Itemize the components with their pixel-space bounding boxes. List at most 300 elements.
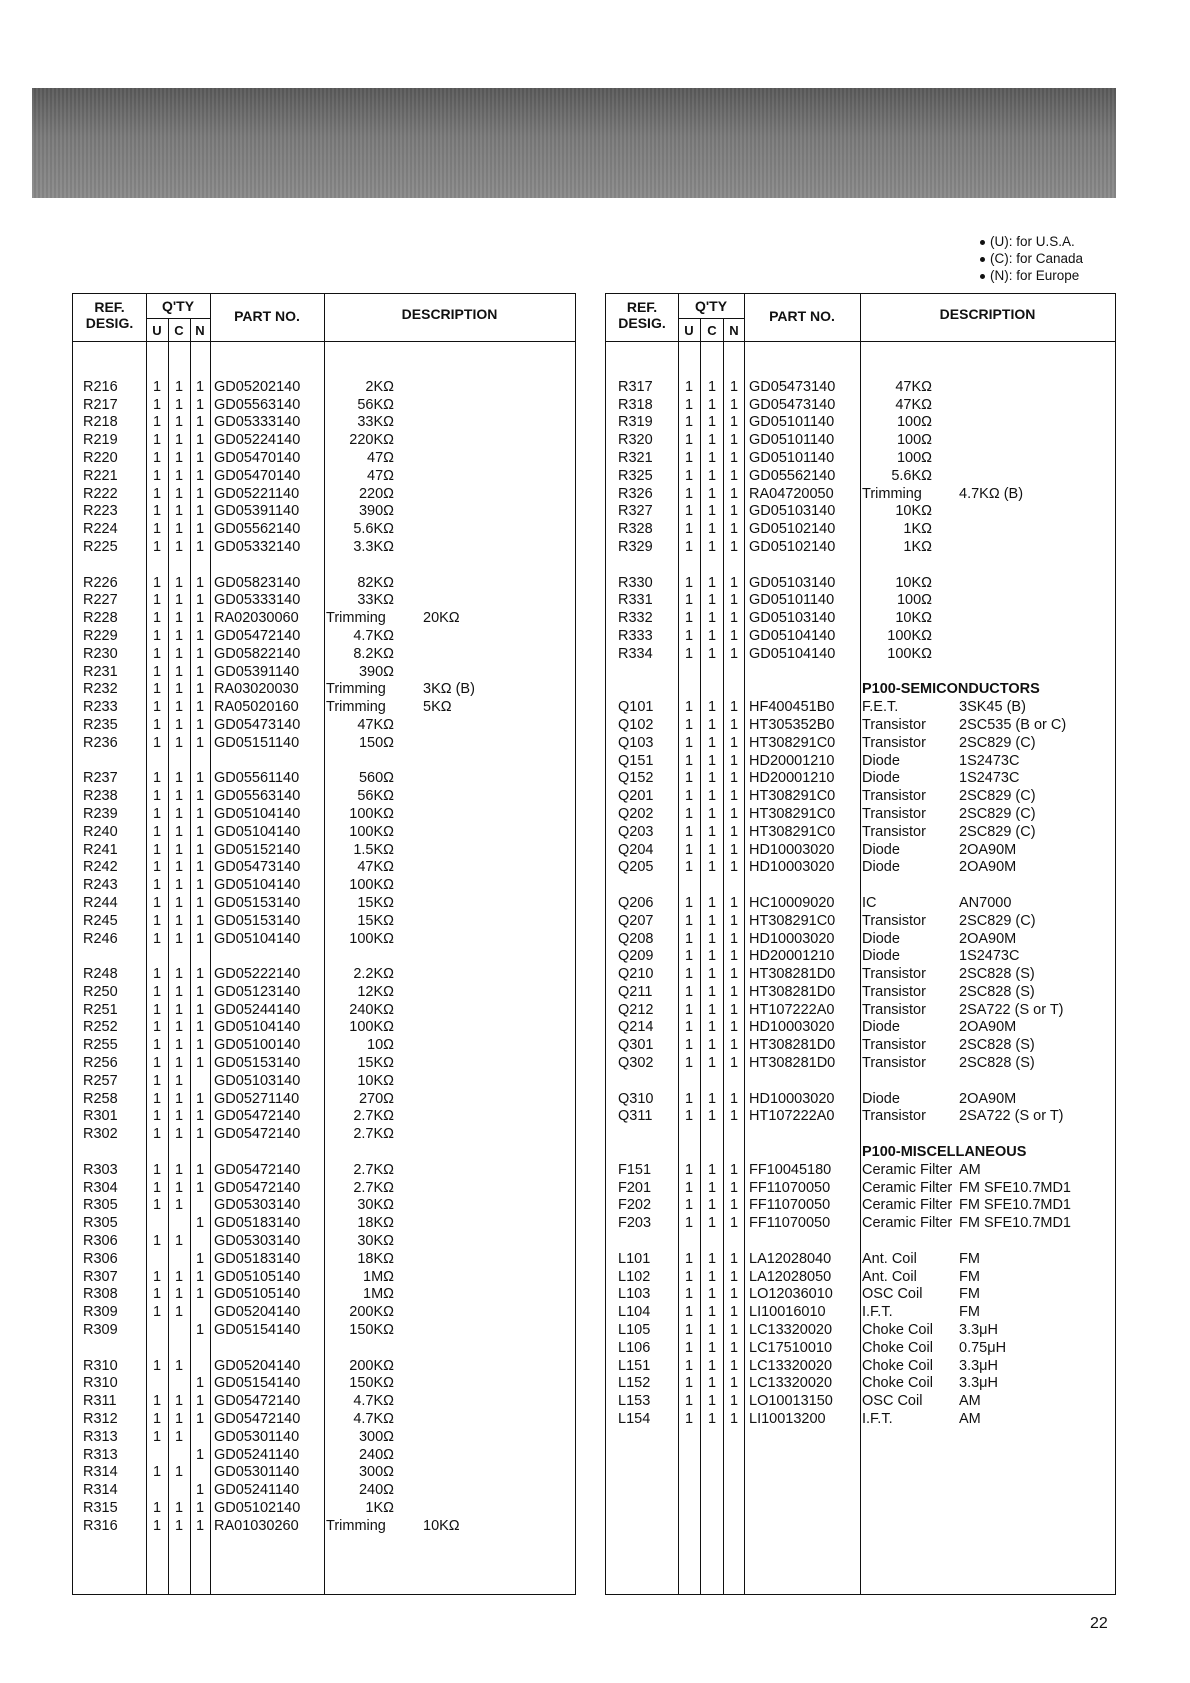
part-number: GD05472140: [214, 1411, 301, 1428]
qty-n: 1: [729, 752, 739, 769]
part-number: RA02030060: [214, 610, 299, 627]
table-row: [73, 1019, 575, 1037]
section-title: P100-SEMICONDUCTORS: [862, 681, 1040, 698]
component-value: 2.2KΩ: [353, 966, 394, 983]
ref-designator: R313: [83, 1446, 118, 1463]
table-row: [606, 468, 1115, 486]
qty-n: 1: [195, 663, 205, 680]
qty-n: 1: [195, 877, 205, 894]
qty-u: 1: [152, 859, 162, 876]
component-value: 100Ω: [896, 449, 932, 466]
component-value: 300Ω: [358, 1428, 394, 1445]
table-row: [606, 895, 1115, 913]
component-description: Transistor: [862, 1037, 926, 1054]
qty-c: 1: [174, 538, 184, 555]
part-number: HT308291C0: [749, 734, 836, 751]
part-number: GD05822140: [214, 645, 301, 662]
qty-u: 1: [152, 770, 162, 787]
qty-c: 1: [174, 770, 184, 787]
qty-n: 1: [729, 449, 739, 466]
qty-n: 1: [729, 716, 739, 733]
table-row: [73, 503, 575, 521]
qty-n: 1: [729, 1250, 739, 1267]
qty-u: 1: [152, 378, 162, 395]
component-value: 200KΩ: [349, 1357, 394, 1374]
qty-c: 1: [707, 1322, 717, 1339]
spacer-row: [73, 557, 575, 575]
table-row: [606, 788, 1115, 806]
qty-n: 1: [729, 912, 739, 929]
qty-n: 1: [195, 1411, 205, 1428]
ref-designator: R310: [83, 1375, 118, 1392]
table-row: [606, 984, 1115, 1002]
component-value: 1.5KΩ: [353, 841, 394, 858]
qty-n: 1: [729, 983, 739, 1000]
page-number: 22: [1090, 1615, 1108, 1632]
ref-designator: R258: [83, 1090, 118, 1107]
qty-c: 1: [707, 503, 717, 520]
ref-header: REF. DESIG.: [85, 299, 134, 331]
spacer-row: [606, 557, 1115, 575]
ref-designator: R252: [83, 1019, 118, 1036]
ref-designator: R256: [83, 1055, 118, 1072]
qty-n-header: N: [195, 323, 205, 338]
qty-n: 1: [195, 823, 205, 840]
ref-designator: R320: [618, 432, 653, 449]
qty-u: 1: [684, 449, 694, 466]
qty-u: 1: [684, 1393, 694, 1410]
ref-designator: L102: [618, 1268, 651, 1285]
part-number: GD05241140: [214, 1446, 300, 1463]
part-number: GD05101140: [749, 414, 835, 431]
part-number: FF11070050: [749, 1215, 831, 1232]
component-description: Ceramic Filter: [862, 1215, 953, 1232]
qty-u: 1: [684, 1019, 694, 1036]
part-number: GD05473140: [214, 859, 301, 876]
ref-designator: L106: [618, 1339, 651, 1356]
part-number: GD05105140: [214, 1268, 301, 1285]
part-number: GD05303140: [214, 1197, 301, 1214]
part-number: GD05104140: [214, 877, 301, 894]
component-description: Diode: [862, 948, 900, 965]
component-value: 2.7KΩ: [353, 1179, 394, 1196]
part-number: GD05101140: [749, 592, 835, 609]
qty-c: 1: [174, 1500, 184, 1516]
ref-designator: R238: [83, 788, 118, 805]
component-value: 8.2KΩ: [353, 645, 394, 662]
qty-c: 1: [707, 966, 717, 983]
qty-n: 1: [729, 1268, 739, 1285]
qty-c: 1: [707, 1393, 717, 1410]
part-number: HC10009020: [749, 894, 835, 911]
component-value: 10Ω: [367, 1037, 394, 1054]
ref-designator: Q209: [618, 948, 654, 965]
qty-u: 1: [152, 1001, 162, 1018]
part-number: GD05103140: [749, 574, 836, 591]
qty-c: 1: [707, 1108, 717, 1125]
part-number: HD20001210: [749, 770, 835, 787]
table-body-right: [606, 361, 1115, 1429]
qty-u: 1: [152, 467, 162, 484]
part-number: HD10003020: [749, 859, 835, 876]
qty-n: 1: [729, 592, 739, 609]
qty-c: 1: [174, 788, 184, 805]
part-number: GD05102140: [749, 521, 836, 538]
component-value: 33KΩ: [357, 592, 394, 609]
qty-c: 1: [174, 521, 184, 538]
qty-u: 1: [684, 805, 694, 822]
table-row: [606, 1108, 1115, 1126]
qty-c: 1: [174, 716, 184, 733]
part-number: HT308281D0: [749, 1037, 836, 1054]
qty-u: 1: [152, 966, 162, 983]
qty-u: 1: [152, 610, 162, 627]
table-row: [73, 1464, 575, 1482]
ref-designator: R235: [83, 716, 118, 733]
part-number: GD05823140: [214, 574, 301, 591]
part-number: GD05244140: [214, 1001, 301, 1018]
qty-n: 1: [195, 592, 205, 609]
table-row: [73, 735, 575, 753]
component-description: I.F.T.: [862, 1304, 893, 1321]
qty-c: 1: [174, 1428, 184, 1445]
ref-designator: R255: [83, 1037, 118, 1054]
qty-n: 1: [195, 1482, 205, 1499]
component-spec: 3.3μH: [959, 1375, 998, 1392]
qty-c: 1: [174, 1411, 184, 1428]
ref-designator: Q310: [618, 1090, 654, 1107]
qty-u: 1: [684, 788, 694, 805]
table-row: [606, 628, 1115, 646]
qty-n: 1: [195, 805, 205, 822]
ref-designator: R314: [83, 1464, 118, 1481]
qty-c: 1: [707, 1250, 717, 1267]
component-value: 300Ω: [358, 1464, 394, 1481]
part-number: HT308281D0: [749, 1055, 836, 1072]
part-number: GD05561140: [214, 770, 300, 787]
component-description: OSC Coil: [862, 1286, 923, 1303]
qty-n: 1: [729, 1357, 739, 1374]
part-number: GD05470140: [214, 467, 301, 484]
component-value: 10KΩ: [895, 503, 932, 520]
table-row: [73, 1500, 575, 1518]
part-number: GD05102140: [214, 1500, 301, 1516]
qty-n: 1: [195, 1090, 205, 1107]
qty-u: 1: [152, 841, 162, 858]
table-row: [73, 592, 575, 610]
qty-c: 1: [707, 1037, 717, 1054]
component-value: 100KΩ: [349, 823, 394, 840]
legend-item: (N): for Europe: [980, 267, 1083, 284]
part-number: GD05473140: [214, 716, 301, 733]
qty-n: 1: [729, 1304, 739, 1321]
component-value: 1KΩ: [903, 521, 932, 538]
qty-n: 1: [195, 503, 205, 520]
qty-u: 1: [684, 859, 694, 876]
qty-c: 1: [174, 574, 184, 591]
qty-c: 1: [174, 1286, 184, 1303]
ref-designator: R318: [618, 396, 653, 413]
qty-u: 1: [684, 645, 694, 662]
component-value: 100Ω: [896, 432, 932, 449]
ref-designator: R257: [83, 1072, 118, 1089]
qty-n: 1: [195, 1037, 205, 1054]
qty-c: 1: [707, 592, 717, 609]
spacer-row: [606, 1073, 1115, 1091]
component-spec: 3.3μH: [959, 1322, 998, 1339]
table-row: [606, 859, 1115, 877]
component-value: 47KΩ: [357, 716, 394, 733]
table-row: [73, 1429, 575, 1447]
component-spec: FM SFE10.7MD1: [959, 1197, 1071, 1214]
ref-designator: R242: [83, 859, 118, 876]
component-value: 15KΩ: [357, 894, 394, 911]
ref-designator: R245: [83, 912, 118, 929]
qty-u: 1: [684, 432, 694, 449]
ref-designator: R236: [83, 734, 118, 751]
table-row: [73, 1411, 575, 1429]
qty-n: 1: [195, 681, 205, 698]
qty-u: 1: [684, 823, 694, 840]
table-row: [73, 414, 575, 432]
spacer-row: [606, 1233, 1115, 1251]
qty-c: 1: [707, 485, 717, 502]
qty-n: 1: [729, 788, 739, 805]
component-spec: 2SC829 (C): [959, 734, 1036, 751]
table-row: [606, 1304, 1115, 1322]
qty-u: 1: [684, 1286, 694, 1303]
qty-u: 1: [684, 627, 694, 644]
qty-u: 1: [152, 485, 162, 502]
table-row: [73, 1108, 575, 1126]
ref-designator: R246: [83, 930, 118, 947]
qty-c: 1: [707, 1375, 717, 1392]
qty-u: 1: [684, 770, 694, 787]
ref-designator: R244: [83, 894, 118, 911]
table-row: [73, 1447, 575, 1465]
table-row: [606, 824, 1115, 842]
qty-n: 1: [729, 432, 739, 449]
part-number: HT308291C0: [749, 788, 836, 805]
component-spec: 1S2473C: [959, 770, 1020, 787]
qty-n: 1: [195, 841, 205, 858]
table-row: [73, 1375, 575, 1393]
part-number: HF400451B0: [749, 699, 835, 716]
part-number: GD05472140: [214, 627, 301, 644]
table-row: [73, 1180, 575, 1198]
component-spec: 2SC829 (C): [959, 805, 1036, 822]
qty-c: 1: [707, 912, 717, 929]
table-row: [606, 450, 1115, 468]
part-number: LO10013150: [749, 1393, 833, 1410]
table-row: [606, 948, 1115, 966]
component-spec: 4.7KΩ (B): [959, 485, 1024, 502]
component-spec: FM: [959, 1286, 980, 1303]
qty-c: 1: [174, 449, 184, 466]
table-row: [73, 1002, 575, 1020]
qty-n-header: N: [729, 323, 739, 338]
part-number: GD05303140: [214, 1233, 301, 1250]
component-value: 100KΩ: [349, 930, 394, 947]
qty-u: 1: [684, 1001, 694, 1018]
table-row: [73, 1358, 575, 1376]
qty-u: 1: [152, 1072, 162, 1089]
part-no-header: PART NO.: [234, 308, 300, 324]
component-value: 47KΩ: [895, 396, 932, 413]
component-value: 4.7KΩ: [353, 1393, 394, 1410]
part-number: HT107222A0: [749, 1108, 835, 1125]
ref-designator: R237: [83, 770, 118, 787]
qty-c: 1: [707, 948, 717, 965]
qty-c: 1: [174, 699, 184, 716]
ref-designator: R302: [83, 1126, 118, 1143]
component-description: Transistor: [862, 716, 926, 733]
part-number: GD05103140: [749, 503, 836, 520]
qty-c: 1: [174, 823, 184, 840]
qty-n: 1: [195, 1446, 205, 1463]
component-spec: 0.75μH: [959, 1339, 1007, 1356]
table-row: [73, 1482, 575, 1500]
ref-designator: R233: [83, 699, 118, 716]
part-number: GD05105140: [214, 1286, 301, 1303]
qty-n: 1: [195, 1108, 205, 1125]
table-row: [606, 806, 1115, 824]
qty-u: 1: [684, 1037, 694, 1054]
qty-n: 1: [195, 1250, 205, 1267]
ref-designator: R225: [83, 538, 118, 555]
qty-c: 1: [174, 1019, 184, 1036]
qty-u: 1: [152, 432, 162, 449]
table-row: [73, 699, 575, 717]
table-row: [73, 877, 575, 895]
qty-n: 1: [729, 378, 739, 395]
part-number: GD05563140: [214, 788, 301, 805]
qty-u: 1: [684, 521, 694, 538]
qty-u: 1: [684, 948, 694, 965]
part-number: FF10045180: [749, 1161, 832, 1178]
ref-designator: Q103: [618, 734, 654, 751]
component-description: I.F.T.: [862, 1411, 893, 1428]
component-value: 47Ω: [367, 449, 394, 466]
qty-u: 1: [684, 1357, 694, 1374]
qty-c: 1: [174, 1464, 184, 1481]
qty-n: 1: [195, 1126, 205, 1143]
ref-designator: Q102: [618, 716, 654, 733]
table-row: [73, 770, 575, 788]
qty-n: 1: [195, 610, 205, 627]
qty-u: 1: [684, 414, 694, 431]
ref-designator: R230: [83, 645, 118, 662]
qty-n: 1: [195, 930, 205, 947]
table-row: [73, 842, 575, 860]
qty-n: 1: [195, 1286, 205, 1303]
table-row: [73, 931, 575, 949]
ref-designator: R222: [83, 485, 118, 502]
part-number: GD05472140: [214, 1393, 301, 1410]
qty-c: 1: [707, 378, 717, 395]
bullet-icon: [980, 257, 985, 262]
component-spec: 3.3μH: [959, 1357, 998, 1374]
table-row: [606, 913, 1115, 931]
qty-n: 1: [195, 378, 205, 395]
ref-designator: Q101: [618, 699, 654, 716]
component-spec: 1S2473C: [959, 948, 1020, 965]
component-spec: FM: [959, 1304, 980, 1321]
table-row: [606, 592, 1115, 610]
ref-designator: R312: [83, 1411, 118, 1428]
qty-u: 1: [684, 574, 694, 591]
qty-u: 1: [152, 681, 162, 698]
ref-designator: R229: [83, 627, 118, 644]
part-number: HT308291C0: [749, 912, 836, 929]
component-description: Transistor: [862, 966, 926, 983]
component-description: Transistor: [862, 734, 926, 751]
component-value: 220Ω: [358, 485, 394, 502]
qty-u: 1: [152, 1286, 162, 1303]
part-number: GD05151140: [214, 734, 300, 751]
component-value: 10KΩ: [895, 610, 932, 627]
part-number: GD05204140: [214, 1304, 301, 1321]
ref-designator: R251: [83, 1001, 118, 1018]
component-spec: 3KΩ (B): [423, 681, 475, 698]
ref-designator: R227: [83, 592, 118, 609]
spacer-row: [73, 361, 575, 379]
component-value: 240KΩ: [349, 1001, 394, 1018]
component-spec: AM: [959, 1393, 981, 1410]
qty-header: Q'TY: [694, 298, 728, 314]
ref-designator: L105: [618, 1322, 651, 1339]
table-row: [73, 1126, 575, 1144]
qty-c: 1: [174, 1108, 184, 1125]
qty-c: 1: [174, 1001, 184, 1018]
component-value: 100KΩ: [887, 627, 932, 644]
qty-n: 1: [195, 788, 205, 805]
table-row: [73, 913, 575, 931]
legend-item: (C): for Canada: [980, 250, 1083, 267]
qty-u: 1: [152, 396, 162, 413]
qty-u: 1: [684, 396, 694, 413]
part-number: LA12028050: [749, 1268, 832, 1285]
component-value: 47KΩ: [357, 859, 394, 876]
qty-c: 1: [707, 734, 717, 751]
qty-u: 1: [152, 894, 162, 911]
ref-designator: R305: [83, 1215, 118, 1232]
part-number: RA05020160: [214, 699, 299, 716]
component-spec: 3SK45 (B): [959, 699, 1026, 716]
qty-u: 1: [152, 1464, 162, 1481]
component-value: 82KΩ: [357, 574, 394, 591]
component-description: Choke Coil: [862, 1357, 933, 1374]
qty-u: 1: [684, 1161, 694, 1178]
ref-designator: Q202: [618, 805, 654, 822]
table-row: [606, 1180, 1115, 1198]
qty-u: 1: [684, 1411, 694, 1428]
ref-designator: R327: [618, 503, 653, 520]
qty-c: 1: [174, 414, 184, 431]
table-row: [73, 681, 575, 699]
component-spec: 2SC828 (S): [959, 983, 1035, 1000]
table-row: [606, 521, 1115, 539]
table-row: [73, 966, 575, 984]
table-row: [73, 1215, 575, 1233]
qty-c: 1: [707, 1268, 717, 1285]
component-value: 560Ω: [358, 770, 394, 787]
qty-c: 1: [174, 1517, 184, 1534]
qty-n: 1: [729, 1001, 739, 1018]
component-description: F.E.T.: [862, 699, 899, 716]
component-value: 100KΩ: [349, 877, 394, 894]
component-description: Choke Coil: [862, 1375, 933, 1392]
